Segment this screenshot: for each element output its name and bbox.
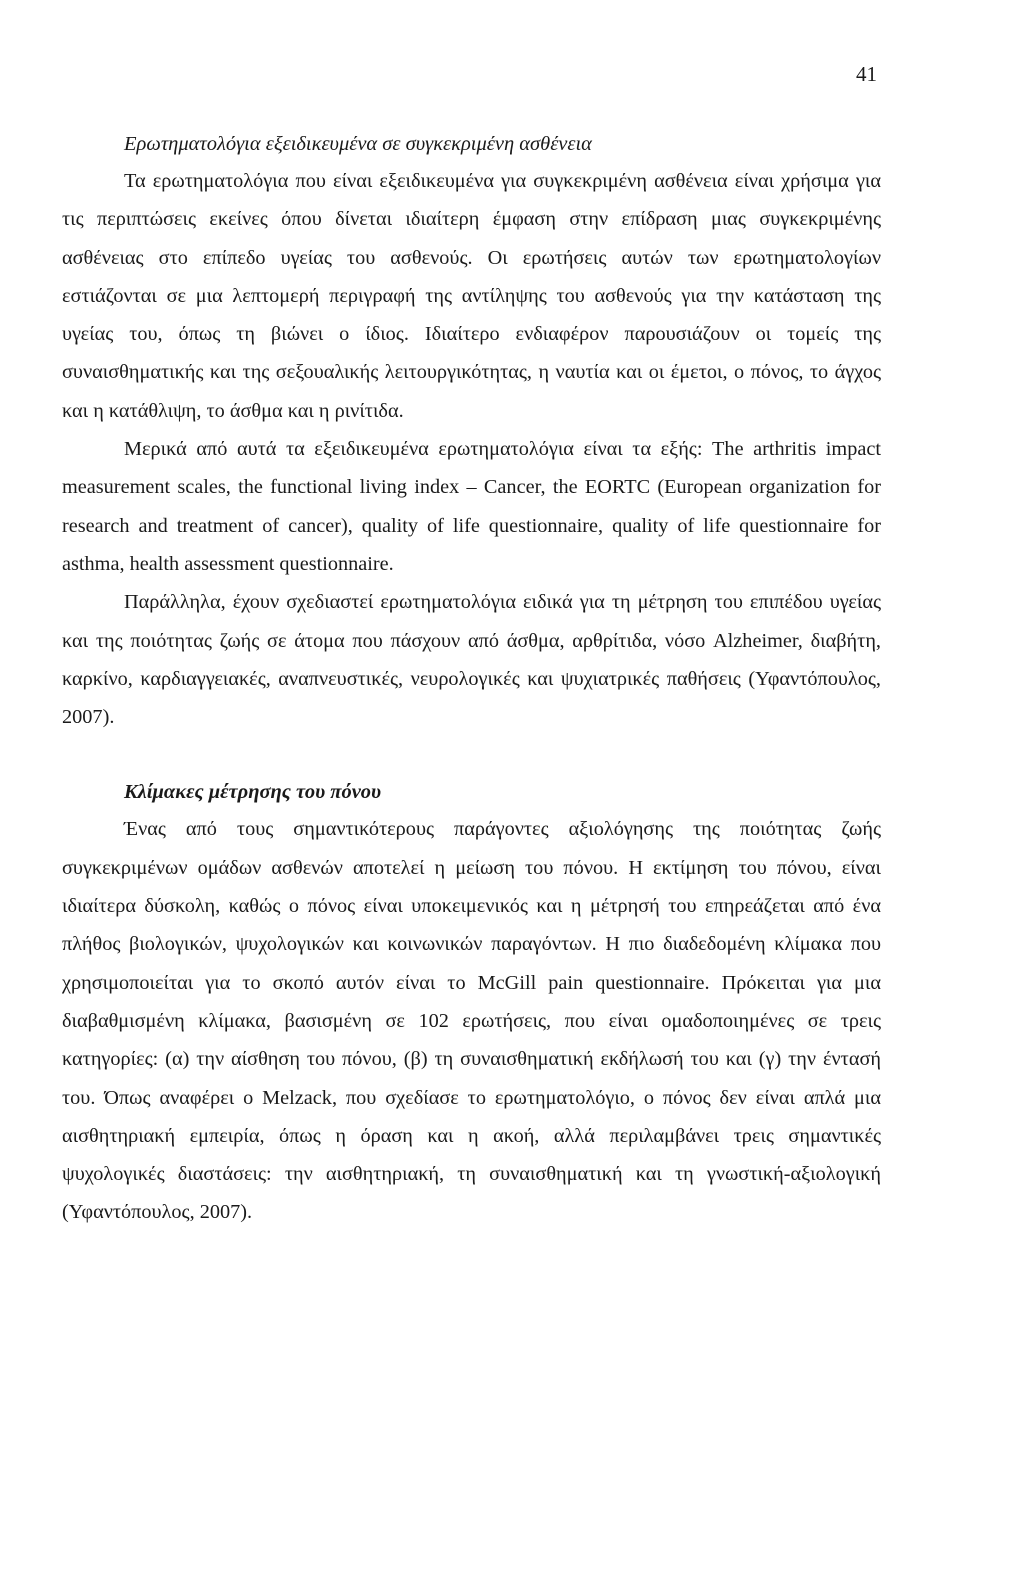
page-content [62, 128, 881, 1232]
paragraph-designed-questionnaires: Παράλληλα, έχουν σχεδιαστεί ερωτηματολόγια ειδικά για τη μέτρηση του επιπέδου υγείας και της ποιότητας ζωής σε άτομα που πάσχουν από άσθμα, αρθρίτιδα, νόσο Alzheimer, διαβήτη, καρκίνο, καρδιαγγειακές, αναπνευστικές, νευρολογικές και ψυχιατρικές παθήσεις (Υφαντόπουλος, 2007). [62, 591, 881, 729]
section-spacer [62, 736, 881, 776]
paragraph-pain-scales: Ένας από τους σημαντικότερους παράγοντες αξιολόγησης της ποιότητας ζωής συγκεκριμένων ομάδων ασθενών αποτελεί η μείωση του πόνου. Η εκτίμηση του πόνου, είναι ιδιαίτερα δύσκολη, καθώς ο πόνος είναι υποκειμενικός και η μέτρησή του επηρεάζεται από ένα πλήθος βιολογικών, ψυχολογικών και κοινωνικών παραγόντων. Η πιο διαδεδομένη κλίμακα που χρησιμοποιείται για το σκοπό αυτόν είναι το McGill pain questionnaire. Πρόκειται για μια διαβαθμισμένη κλίμακα, βασισμένη σε 102 ερωτήσεις, που είναι ομαδοποιημένες σε τρεις κατηγορίες: (α) την αίσθηση του πόνου, (β) τη συναισθηματική εκδήλωσή του και (γ) την έντασή του. Όπως αναφέρει ο Melzack, που σχεδίασε το ερωτηματολόγιο, ο πόνος δεν είναι απλά μια αισθητηριακή εμπειρία, όπως η όραση και η ακοή, αλλά περιλαμβάνει τρεις σημαντικές ψυχολογικές διαστάσεις: την αισθητηριακή, τη συναισθηματική και τη γνωστική-αξιολογική (Υφαντόπουλος, 2007). [62, 818, 881, 1224]
section-heading-disease-specific: Ερωτηματολόγια εξειδικευμένα σε συγκεκριμένη ασθένεια [124, 133, 592, 155]
section-heading-pain-scales: Κλίμακες μέτρησης του πόνου [124, 781, 382, 804]
paragraph-disease-specific-intro: Τα ερωτηματολόγια που είναι εξειδικευμένα για συγκεκριμένη ασθένεια είναι χρήσιμα για τις περιπτώσεις εκείνες όπου δίνεται ιδιαίτερη έμφαση στην επίδραση μιας συγκεκριμένης ασθένειας στο επίπεδο υγείας του ασθενούς. Οι ερωτήσεις αυτών των ερωτηματολογίων εστιάζονται σε μια λεπτομερή περιγραφή της αντίληψης του ασθενούς για την κατάσταση της υγείας του, όπως τη βιώνει ο ίδιος. Ιδιαίτερο ενδιαφέρον παρουσιάζουν οι τομείς της συναισθηματικής και της σεξουαλικής λειτουργικότητας, η ναυτία και οι έμετοι, ο πόνος, το άγχος και η κατάθλιψη, το άσθμα και η ρινίτιδα. [62, 170, 881, 422]
page-number: 41 [856, 62, 877, 86]
paragraph-specialized-questionnaires: Μερικά από αυτά τα εξειδικευμένα ερωτηματολόγια είναι τα εξής: The arthritis impact measurement scales, the functional living index – Cancer, the EORTC (European organization for research and treatment of cancer), quality of life questionnaire, quality of life questionnaire for asthma, health assessment questionnaire. [62, 438, 881, 575]
